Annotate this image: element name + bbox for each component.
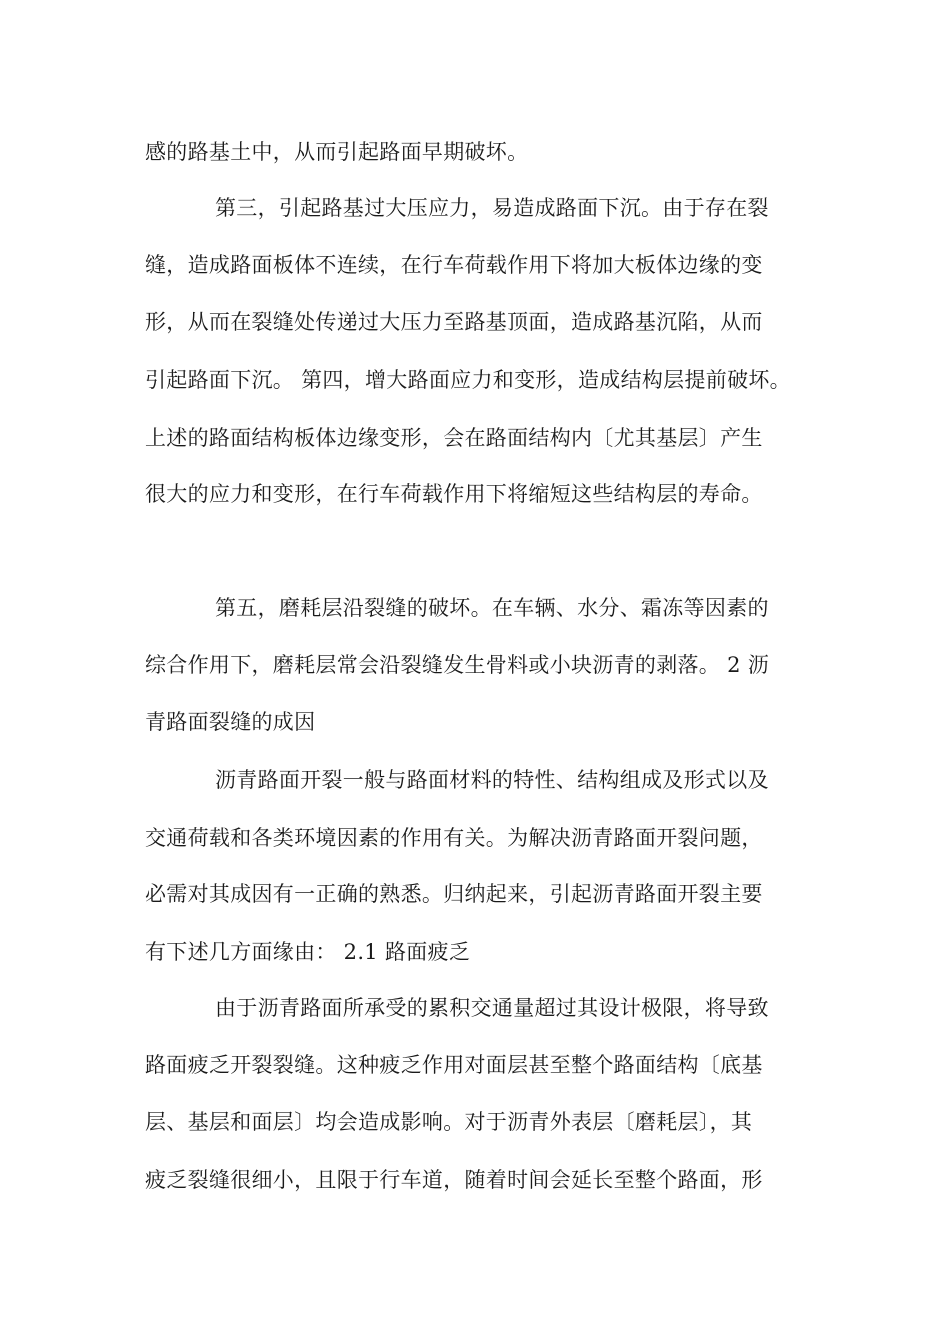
text-line: 青路面裂缝的成因	[145, 710, 316, 734]
text-line: 疲乏裂缝很细小，且限于行车道，随着时间会延长至整个路面，形	[145, 1168, 763, 1192]
text-line: 由于沥青路面所承受的累积交通量超过其设计极限，将导致	[215, 996, 769, 1020]
text-line: 上述的路面结构板体边缘变形，会在路面结构内〔尤其基层〕产生	[145, 426, 763, 450]
text-line: 必需对其成因有一正确的熟悉。归纳起来，引起沥青路面开裂主要	[145, 882, 763, 906]
text-line: 形，从而在裂缝处传递过大压力至路基顶面，造成路基沉陷，从而	[145, 310, 763, 334]
text-line: 交通荷载和各类环境因素的作用有关。为解决沥青路面开裂问题，	[145, 826, 763, 850]
text-line: 感的路基土中，从而引起路面早期破坏。	[145, 140, 529, 164]
text-line: 很大的应力和变形，在行车荷载作用下将缩短这些结构层的寿命。	[145, 482, 763, 506]
text-line: 缝，造成路面板体不连续，在行车荷载作用下将加大板体边缘的变	[145, 253, 763, 277]
text-line: 有下述几方面缘由： 2.1 路面疲乏	[145, 940, 471, 964]
text-line: 路面疲乏开裂裂缝。这种疲乏作用对面层甚至整个路面结构〔底基	[145, 1053, 763, 1077]
text-line: 沥青路面开裂一般与路面材料的特性、结构组成及形式以及	[215, 768, 769, 792]
text-line: 层、基层和面层〕均会造成影响。对于沥青外表层〔磨耗层〕，其	[145, 1110, 753, 1134]
text-line: 第三，引起路基过大压应力，易造成路面下沉。由于存在裂	[215, 196, 769, 220]
text-line: 引起路面下沉。 第四，增大路面应力和变形，造成结构层提前破坏。	[145, 368, 791, 392]
text-line: 综合作用下，磨耗层常会沿裂缝发生骨料或小块沥青的剥落。 2 沥	[145, 653, 770, 677]
text-line: 第五，磨耗层沿裂缝的破坏。在车辆、水分、霜冻等因素的	[215, 596, 769, 620]
